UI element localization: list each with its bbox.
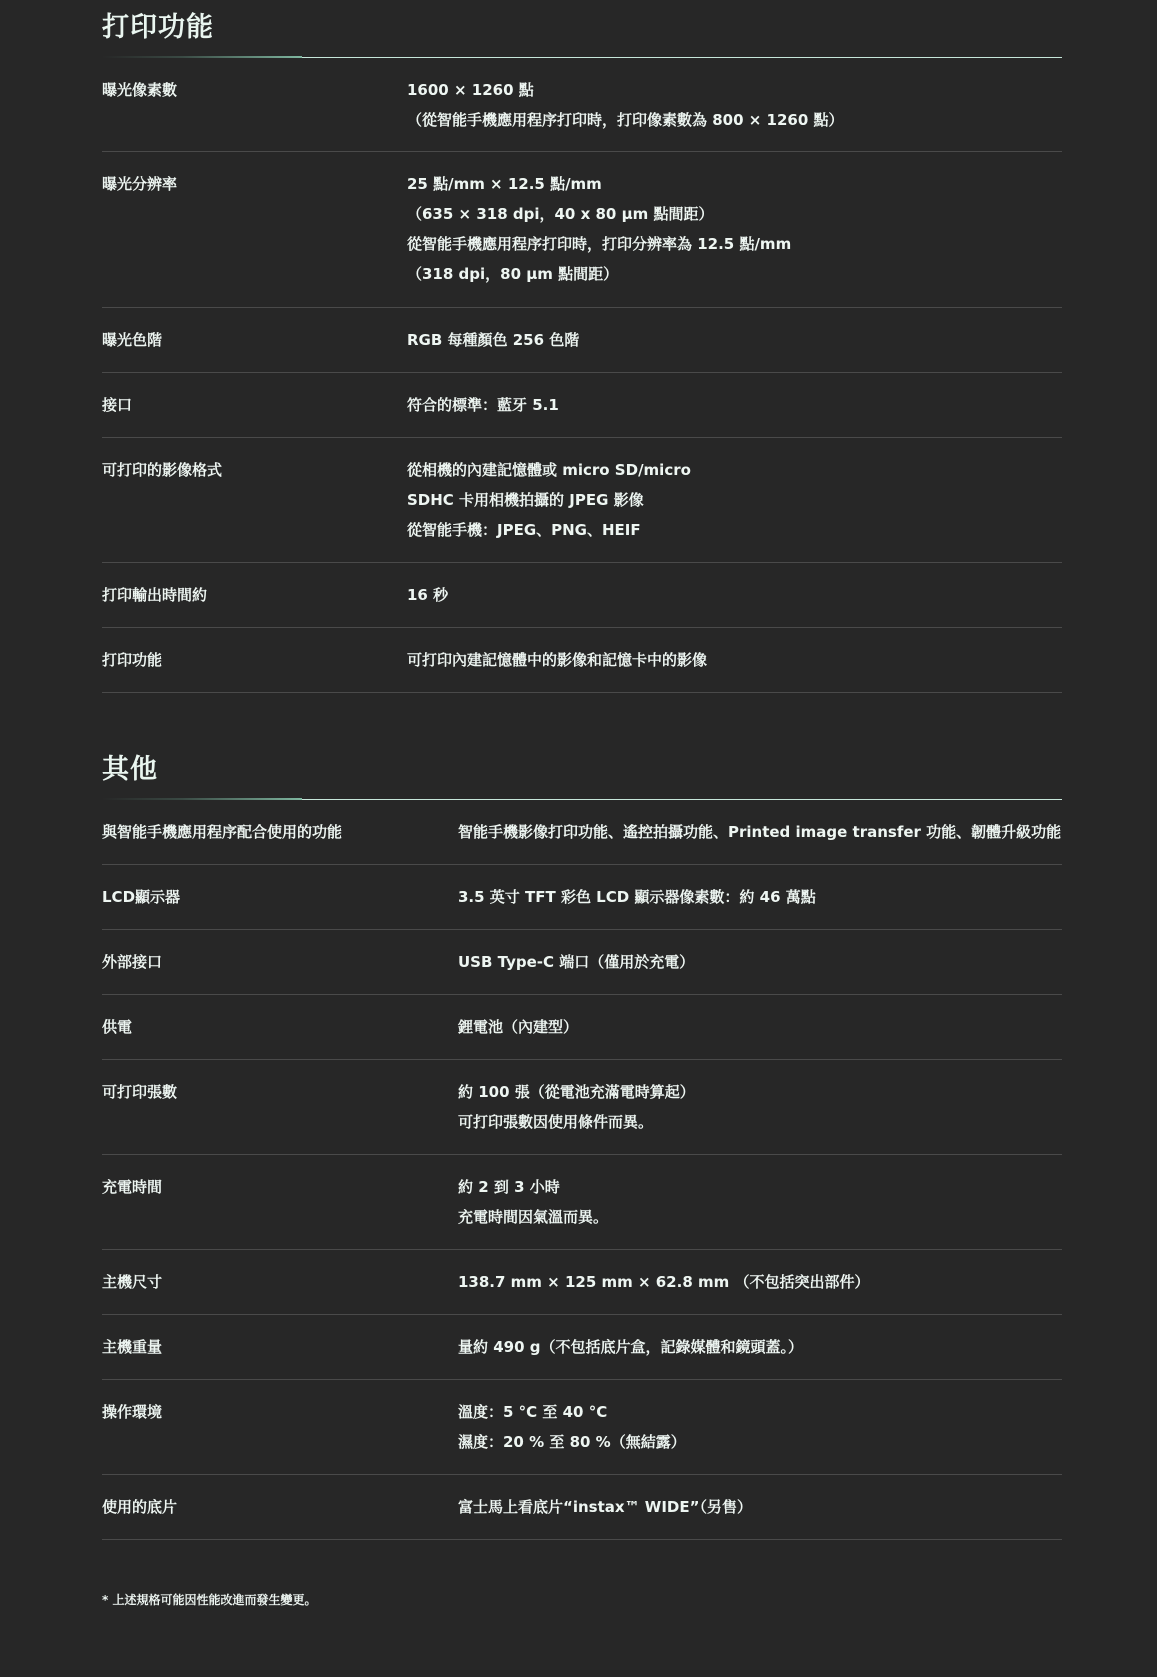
spec-label: 接口: [102, 396, 133, 414]
spec-row: [102, 1155, 1062, 1250]
spec-value: 3.5 英寸 TFT 彩色 LCD 顯示器像素數：約 46 萬點: [458, 888, 816, 906]
spec-label: 充電時間: [102, 1178, 163, 1196]
spec-label: 使用的底片: [102, 1498, 178, 1516]
spec-label: 主機重量: [102, 1338, 163, 1356]
spec-label: 外部接口: [102, 953, 163, 971]
spec-label: 曝光分辨率: [102, 175, 178, 193]
footnote: * 上述規格可能因性能改進而發生變更。: [102, 1593, 317, 1607]
spec-row: [102, 563, 1062, 628]
spec-row: [102, 1380, 1062, 1475]
spec-value: 138.7 mm × 125 mm × 62.8 mm （不包括突出部件）: [458, 1273, 870, 1291]
spec-value: 符合的標準：藍牙 5.1: [407, 396, 559, 414]
spec-row: [102, 800, 1062, 865]
spec-value: 從相機的內建記憶體或 micro SD/micro SDHC 卡用相機拍攝的 JPEG 影像 從智能手機：JPEG、PNG、HEIF: [407, 461, 691, 539]
spec-row: [102, 1315, 1062, 1380]
spec-row: [102, 152, 1062, 308]
spec-row: [102, 865, 1062, 930]
spec-row: [102, 628, 1062, 693]
spec-label: 主機尺寸: [102, 1273, 163, 1291]
spec-value: 約 2 到 3 小時 充電時間因氣溫而異。: [458, 1178, 609, 1226]
spec-label: 曝光色階: [102, 331, 163, 349]
spec-row: [102, 308, 1062, 373]
spec-value: 25 點/mm × 12.5 點/mm （635 × 318 dpi，40 x 80 μm 點間距） 從智能手機應用程序打印時，打印分辨率為 12.5 點/mm （318 dpi，80 μm 點間距）: [407, 175, 792, 283]
spec-label: 打印輸出時間約: [102, 586, 208, 604]
spec-label: 打印功能: [102, 651, 163, 669]
spec-label: 可打印張數: [102, 1083, 178, 1101]
spec-value: 16 秒: [407, 586, 449, 604]
spec-label: 曝光像素數: [102, 81, 178, 99]
spec-value: 約 100 張（從電池充滿電時算起） 可打印張數因使用條件而異。: [458, 1083, 695, 1131]
spec-row: [102, 995, 1062, 1060]
spec-label: 供電: [102, 1018, 133, 1036]
spec-label: 可打印的影像格式: [102, 461, 223, 479]
spec-value: USB Type-C 端口（僅用於充電）: [458, 953, 695, 971]
spec-value: 鋰電池（內建型）: [458, 1018, 579, 1036]
spec-value: 可打印內建記憶體中的影像和記憶卡中的影像: [407, 651, 708, 669]
other-section: [102, 756, 1062, 1540]
spec-row: [102, 1250, 1062, 1315]
spec-row: [102, 1475, 1062, 1540]
section-title: 其他: [102, 754, 158, 785]
spec-value: 1600 × 1260 點 （從智能手機應用程序打印時，打印像素數為 800 × 1260 點）: [407, 81, 844, 129]
section-title: 打印功能: [102, 12, 214, 43]
spec-row: [102, 438, 1062, 563]
spec-row: [102, 1060, 1062, 1155]
spec-label: 與智能手機應用程序配合使用的功能: [102, 823, 343, 841]
spec-row: [102, 373, 1062, 438]
spec-value: 智能手機影像打印功能、遙控拍攝功能、Printed image transfer 功能、韌體升級功能: [458, 823, 1062, 841]
spec-value: 溫度：5 °C 至 40 °C 濕度：20 % 至 80 %（無結露）: [458, 1403, 686, 1451]
print-function-section: [102, 14, 1062, 693]
spec-value: 富士馬上看底片“instax™ WIDE”（另售）: [458, 1498, 752, 1516]
spec-value: 量約 490 g（不包括底片盒，記錄媒體和鏡頭蓋。）: [458, 1338, 803, 1356]
spec-row: [102, 930, 1062, 995]
spec-value: RGB 每種顏色 256 色階: [407, 331, 580, 349]
spec-label: 操作環境: [102, 1403, 163, 1421]
spec-row: [102, 58, 1062, 152]
spec-label: LCD顯示器: [102, 888, 181, 906]
